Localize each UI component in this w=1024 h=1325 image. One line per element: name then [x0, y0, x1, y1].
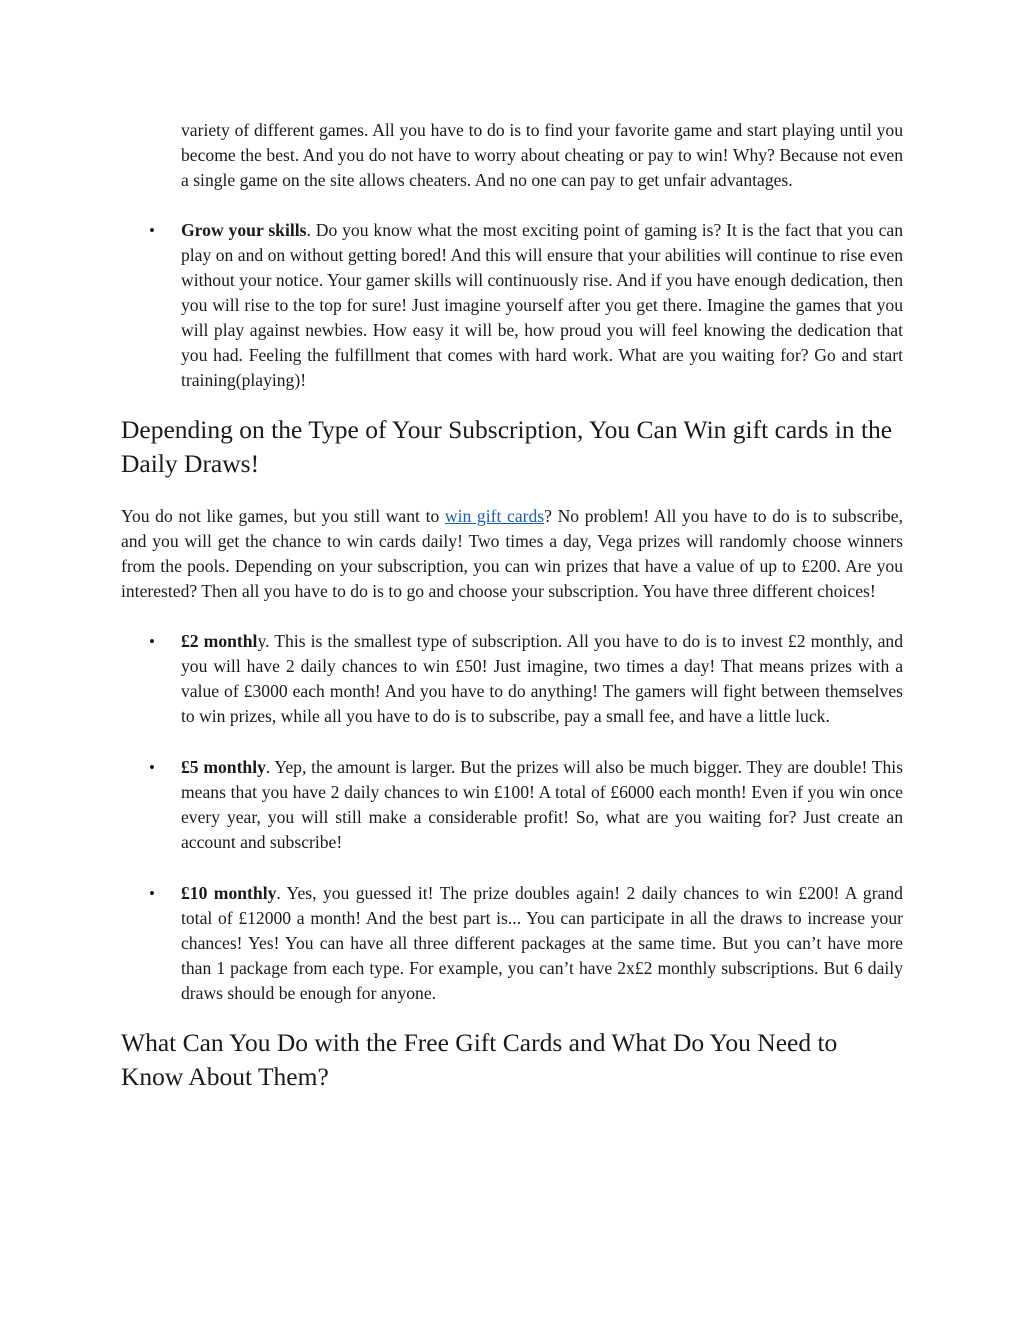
- section-heading-daily-draws: Depending on the Type of Your Subscription, You Can Win gift cards in the Daily Draws!: [121, 415, 893, 478]
- list-item-subscription-5: [149, 755, 904, 855]
- list-item-bold-label: £2 monthl: [181, 631, 258, 651]
- list-item-subscription-2: [149, 629, 903, 729]
- win-gift-cards-link[interactable]: win gift cards: [444, 506, 545, 526]
- section-heading-gift-cards: What Can You Do with the Free Gift Cards and What Do You Need to Know About Them?: [121, 1028, 838, 1091]
- bullet-icon: •: [149, 758, 155, 777]
- list-item-bold-label: £10 monthly: [181, 883, 277, 903]
- list-item-text: . Do you know what the most exciting point of gaming is? It is the fact that you can play on and on without getting bored! And this will ensure that your abilities will continue to rise even without your notice. Your gamer skills will continuously rise. And if you have enough dedication, then you will rise to the top for sure! Just imagine yourself after you get there. Imagine the games that you will play against newbies. How easy it will be, how proud you will feel knowing the dedication that you had. Feeling the fulfillment that comes with hard work. What are you waiting for? Go and start training(playing)!: [181, 220, 903, 390]
- intro-text-before-link: You do not like games, but you still want to: [121, 506, 445, 526]
- document-page: [121, 118, 903, 1094]
- list-item-grow-skills: [149, 218, 903, 393]
- list-item-bold-label: £5 monthly: [181, 757, 266, 777]
- list-item-text: y. This is the smallest type of subscription. All you have to do is to invest £2 monthly, and you will have 2 daily chances to win £50! Just imagine, two times a day! That means prizes with a value of £3000 each month! And you have to do anything! The gamers will fight between themselves to win prizes, while all you have to do is to subscribe, pay a small fee, and have a little luck.: [181, 631, 903, 726]
- bullet-icon: •: [149, 632, 155, 651]
- list-item-subscription-10: [149, 881, 903, 1006]
- list-item-text: . Yep, the amount is larger. But the prizes will also be much bigger. They are double! This means that you have 2 daily chances to win £100! A total of £6000 each month! Even if you win once every year, you will still make a considerable profit! So, what are you waiting for? Just create an account and subscribe!: [181, 757, 904, 852]
- list-item-text: . Yes, you guessed it! The prize doubles again! 2 daily chances to win £200! A grand total of £12000 a month! And the best part is... You can participate in all the draws to increase your chances! Yes! You can have all three different packages at the same time. But you can’t have more than 1 package from each type. For example, you can’t have 2x£2 monthly subscriptions. But 6 daily draws should be enough for anyone.: [181, 883, 903, 1003]
- bullet-icon: •: [149, 884, 155, 903]
- subscription-intro-paragraph: [121, 504, 903, 604]
- intro-continuation-paragraph: variety of different games. All you have to do is to find your favorite game and start playing until you become the best. And you do not have to worry about cheating or pay to win! Why? Because not even a single game on the site allows cheaters. And no one can pay to get unfair advantages.: [181, 120, 903, 190]
- list-item-bold-label: Grow your skills: [181, 220, 307, 240]
- intro-text-after-link: ? No problem! All you have to do is to subscribe, and you will get the chance to win cards daily! Two times a day, Vega prizes will randomly choose winners from the pools. Depending on your subscription, you can win prizes that have a value of up to £200. Are you interested? Then all you have to do is to go and choose your subscription. You have three different choices!: [121, 506, 904, 601]
- bullet-icon: •: [149, 221, 155, 240]
